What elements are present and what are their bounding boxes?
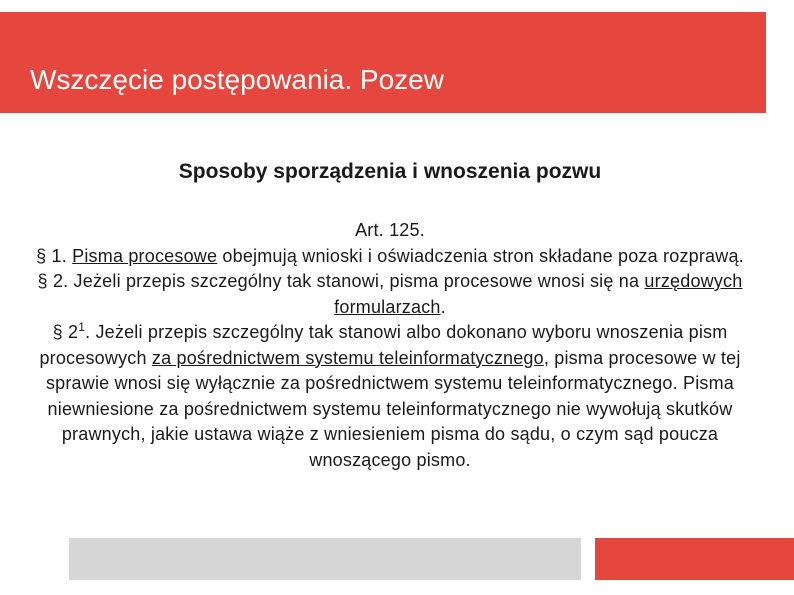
link-pisma-procesowe[interactable]: Pisma procesowe (72, 245, 218, 266)
paragraph-2-prefix: § 2. Jeżeli przepis szczególny tak stanowi, pisma procesowe wnosi się na (37, 271, 645, 291)
paragraph-2-1-superscript: 1 (78, 320, 86, 334)
paragraph-1-rest: obejmują wnioski i oświadczenia stron składane poza rozprawą. (217, 245, 744, 266)
slide-subtitle: Sposoby sporządzenia i wnoszenia pozwu (178, 160, 602, 183)
paragraph-1 (18, 244, 762, 270)
footer-gray-bar (69, 538, 581, 580)
paragraph-2-suffix: . (440, 296, 446, 317)
paragraph-2-1-sign: § 2 (52, 322, 79, 342)
slide-title: Wszczęcie postępowania. Pozew (30, 64, 444, 95)
paragraph-2-1 (18, 320, 762, 473)
paragraph-2-1-rest: , pisma procesowe w tej sprawie wnosi się wyłącznie za pośrednictwem systemu teleinformatycznego. Pisma niewniesione za pośrednictwem systemu teleinformatycznego nie wywołują skutków prawnych, jakie ustawa wiąże z wniesieniem pisma do sądu, o czym sąd poucza wnoszącego pismo. (45, 347, 741, 470)
paragraph-2 (18, 269, 762, 320)
article-text (18, 218, 762, 473)
footer-red-bar (595, 538, 794, 580)
paragraph-1-prefix: § 1. (36, 245, 73, 266)
article-heading: Art. 125. (355, 220, 425, 240)
link-urzedowe-formularze[interactable]: urzędowych formularzach (334, 271, 743, 317)
link-system-teleinformatyczny[interactable]: za pośrednictwem systemu teleinformatycznego (151, 347, 544, 368)
paragraph-2-1-intro: . Jeżeli przepis szczególny tak stanowi albo dokonano wyboru wnoszenia pism procesowych (39, 322, 728, 368)
